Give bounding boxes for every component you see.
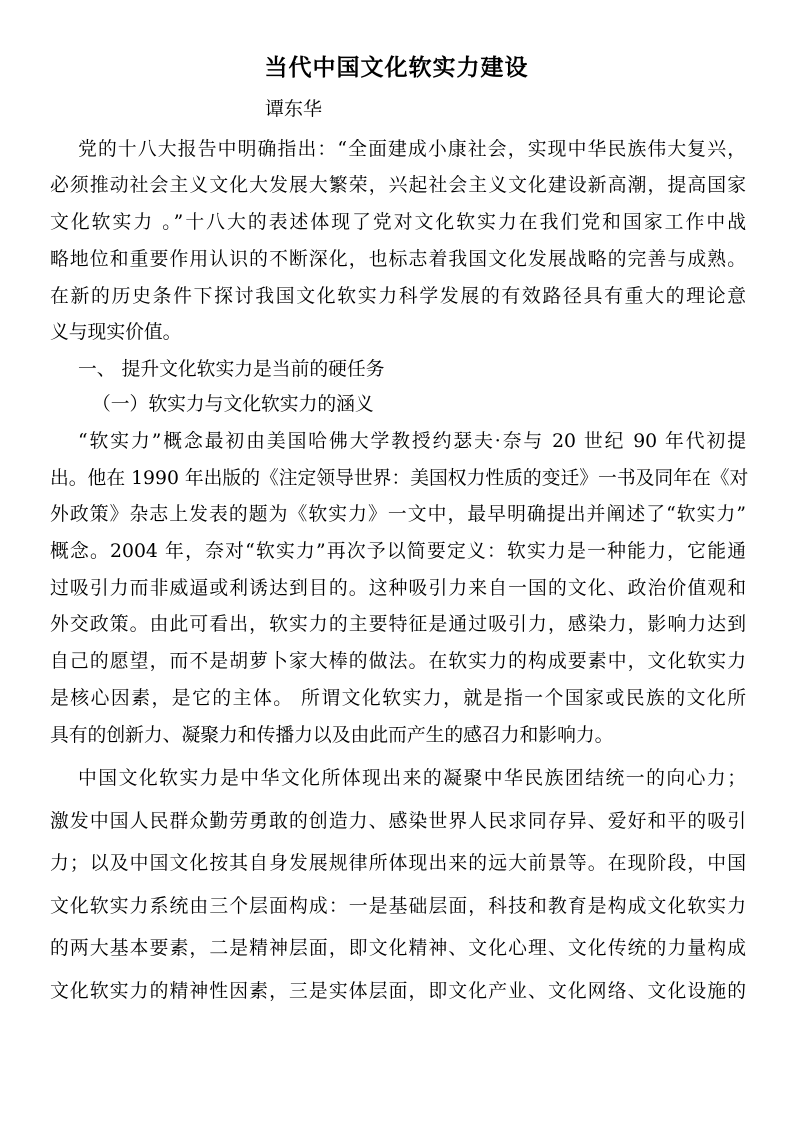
paragraph-line: 必须推动社会主义文化大发展大繁荣，兴起社会主义文化建设新高潮，提高国家 [50, 175, 746, 196]
paragraph-line: 文化软实力的精神性因素，三是实体层面，即文化产业、文化网络、文化设施的 [50, 981, 746, 1002]
paragraph-line: 文化软实力 。”十八大的表述体现了党对文化软实力在我们党和国家工作中战 [50, 212, 746, 233]
paragraph-line: 外交政策。由此可看出，软实力的主要特征是通过吸引力，感染力，影响力达到 [50, 614, 746, 635]
paragraph-line: 在新的历史条件下探讨我国文化软实力科学发展的有效路径具有重大的理论意 [50, 286, 746, 307]
section-heading: 一、 提升文化软实力是当前的硬任务 [78, 359, 385, 380]
paragraph-line: 过吸引力而非威逼或利诱达到目的。这种吸引力来自一国的文化、政治价值观和 [50, 578, 746, 599]
paragraph-line: 自己的愿望，而不是胡萝卜家大棒的做法。在软实力的构成要素中，文化软实力 [50, 651, 746, 672]
paragraph-line: “软实力”概念最初由美国哈佛大学教授约瑟夫·奈与 20 世纪 90 年代初提 [78, 431, 746, 452]
paragraph-line: 文化软实力系统由三个层面构成：一是基础层面，科技和教育是构成文化软实力 [50, 896, 746, 917]
paragraph-line: 具有的创新力、凝聚力和传播力以及由此而产生的感召力和影响力。 [50, 725, 614, 746]
paragraph-line: 外政策》杂志上发表的题为《软实力》一文中，最早明确提出并阐述了“软实力” [50, 504, 746, 525]
paragraph-line: 力；以及中国文化按其自身发展规律所体现出来的远大前景等。在现阶段，中国 [50, 853, 746, 874]
document-title: 当代中国文化软实力建设 [264, 54, 529, 81]
paragraph-line: 义与现实价值。 [50, 322, 182, 343]
paragraph-line: 是核心因素，是它的主体。 所谓文化软实力，就是指一个国家或民族的文化所 [50, 688, 746, 709]
paragraph-line: 略地位和重要作用认识的不断深化，也标志着我国文化发展战略的完善与成熟。 [50, 249, 746, 270]
paragraph-line: 的两大基本要素，二是精神层面，即文化精神、文化心理、文化传统的力量构成 [50, 938, 746, 959]
paragraph-line: 概念。2004 年，奈对“软实力”再次予以简要定义：软实力是一种能力，它能通 [50, 541, 746, 562]
paragraph-line: 激发中国人民群众勤劳勇敢的创造力、感染世界人民求同存异、爱好和平的吸引 [50, 811, 746, 832]
document-author: 谭东华 [265, 98, 323, 120]
paragraph-line: 出。他在 1990 年出版的《注定领导世界：美国权力性质的变迁》一书及同年在《对 [50, 468, 749, 489]
paragraph-line: 党的十八大报告中明确指出：“全面建成小康社会，实现中华民族伟大复兴， [78, 139, 746, 160]
subsection-heading: （一）软实力与文化软实力的涵义 [92, 394, 374, 415]
paragraph-line: 中国文化软实力是中华文化所体现出来的凝聚中华民族团结统一的向心力； [78, 768, 746, 789]
